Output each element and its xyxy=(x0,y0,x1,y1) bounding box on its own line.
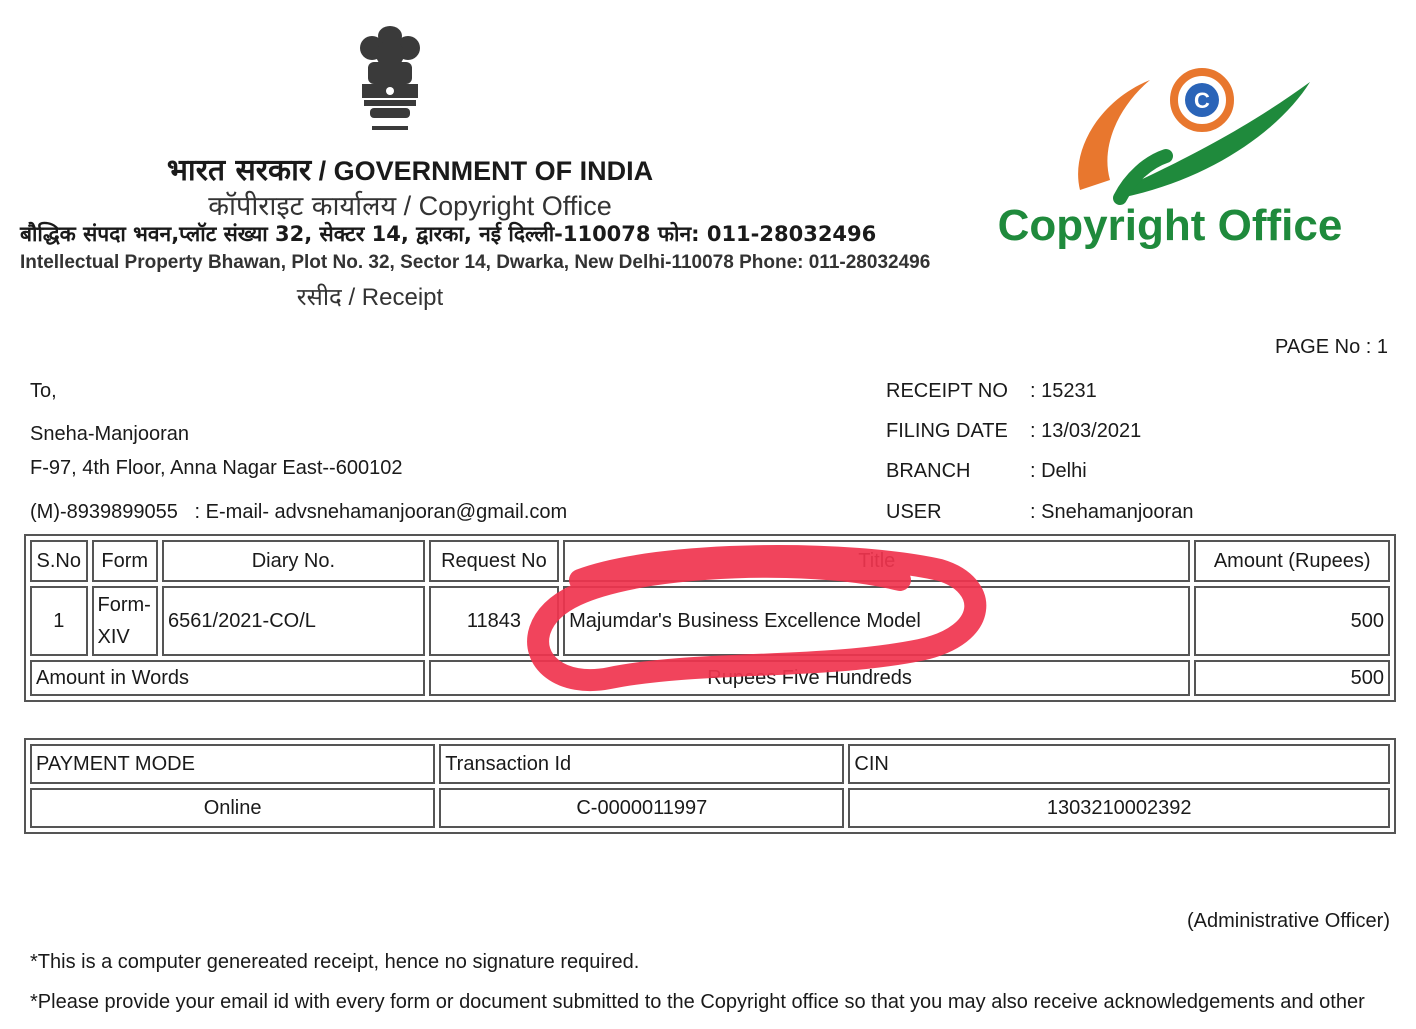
items-header-row xyxy=(30,540,1390,582)
cell-form xyxy=(92,586,159,656)
office-heading-english: / Copyright Office xyxy=(403,191,612,221)
col-header-amount: Amount (Rupees) xyxy=(1194,540,1390,582)
col-header-cin: CIN xyxy=(848,744,1390,784)
cell-request: 11843 xyxy=(429,586,559,656)
col-header-payment-mode: PAYMENT MODE xyxy=(30,744,435,784)
transaction-id-value: C-0000011997 xyxy=(439,788,844,828)
government-heading xyxy=(80,148,740,189)
logo-text: Copyright Office xyxy=(997,201,1343,250)
national-emblem-icon xyxy=(350,22,430,136)
col-header-sno: S.No xyxy=(30,540,88,582)
col-header-title: Title xyxy=(563,540,1190,582)
recipient-address: F-97, 4th Floor, Anna Nagar East--600102 xyxy=(30,457,403,479)
cell-sno: 1 xyxy=(30,586,88,656)
address-hindi: बौद्धिक संपदा भवन,प्लॉट संख्या 32, सेक्टर 14, द्वारका, नई दिल्ली-110078 फोन: 011-28032496 xyxy=(20,222,877,246)
branch-value: : Delhi xyxy=(1030,460,1087,482)
receipt-no-value: : 15231 xyxy=(1030,380,1097,402)
government-heading-english: / GOVERNMENT OF INDIA xyxy=(318,156,654,186)
cin-value: 1303210002392 xyxy=(848,788,1390,828)
user-value: : Snehamanjooran xyxy=(1030,501,1194,523)
payment-table xyxy=(24,738,1396,834)
footer-note: *This is a computer genereated receipt, hence no signature required. xyxy=(30,951,640,973)
recipient-to: To, xyxy=(30,380,57,402)
table-row xyxy=(30,586,1390,656)
copyright-office-logo xyxy=(980,60,1360,260)
office-heading-hindi: कॉपीराइट कार्यालय xyxy=(208,191,397,222)
col-header-request: Request No xyxy=(429,540,559,582)
logo-mark: C xyxy=(1194,88,1210,113)
page-number: PAGE No : 1 xyxy=(1274,336,1388,358)
amount-words-row xyxy=(30,660,1390,696)
col-header-diary: Diary No. xyxy=(162,540,425,582)
col-header-form: Form xyxy=(92,540,159,582)
officer-designation: (Administrative Officer) xyxy=(1186,910,1390,932)
branch-label: BRANCH xyxy=(886,460,971,482)
user-label: USER xyxy=(886,501,942,523)
receipt-heading xyxy=(200,280,540,313)
amount-words-value: Rupees Five Hundreds xyxy=(429,660,1191,696)
address-english: Intellectual Property Bhawan, Plot No. 32, Sector 14, Dwarka, New Delhi-110078 Phone: 011-28032496 xyxy=(20,252,931,273)
cell-amount: 500 xyxy=(1194,586,1390,656)
cell-form-line1: Form- xyxy=(97,594,151,616)
cell-title: Majumdar's Business Excellence Model xyxy=(563,586,1190,656)
filing-date-value: : 13/03/2021 xyxy=(1030,420,1142,442)
amount-words-label: Amount in Words xyxy=(30,660,425,696)
cell-form-line2: XIV xyxy=(97,626,130,648)
cell-diary: 6561/2021-CO/L xyxy=(162,586,425,656)
recipient-name: Sneha-Manjooran xyxy=(30,423,189,445)
receipt-heading-hindi: रसीद xyxy=(296,283,342,311)
amount-words-amount: 500 xyxy=(1194,660,1390,696)
receipt-heading-english: / Receipt xyxy=(348,284,444,311)
col-header-transaction-id: Transaction Id xyxy=(439,744,844,784)
payment-value-row xyxy=(30,788,1390,828)
receipt-items-table xyxy=(24,534,1396,702)
office-heading xyxy=(80,186,740,223)
footer-note: *Please provide your email id with every form or document submitted to the Copyright office so that you may also receive acknowledgements and other xyxy=(30,991,1365,1013)
filing-date-label: FILING DATE xyxy=(886,420,1008,442)
recipient-contact: (M)-8939899055 : E-mail- advsnehamanjooran@gmail.com xyxy=(30,501,568,523)
receipt-no-label: RECEIPT NO xyxy=(886,380,1008,402)
payment-mode-value: Online xyxy=(30,788,435,828)
government-heading-hindi: भारत सरकार xyxy=(166,153,312,188)
payment-header-row xyxy=(30,744,1390,784)
